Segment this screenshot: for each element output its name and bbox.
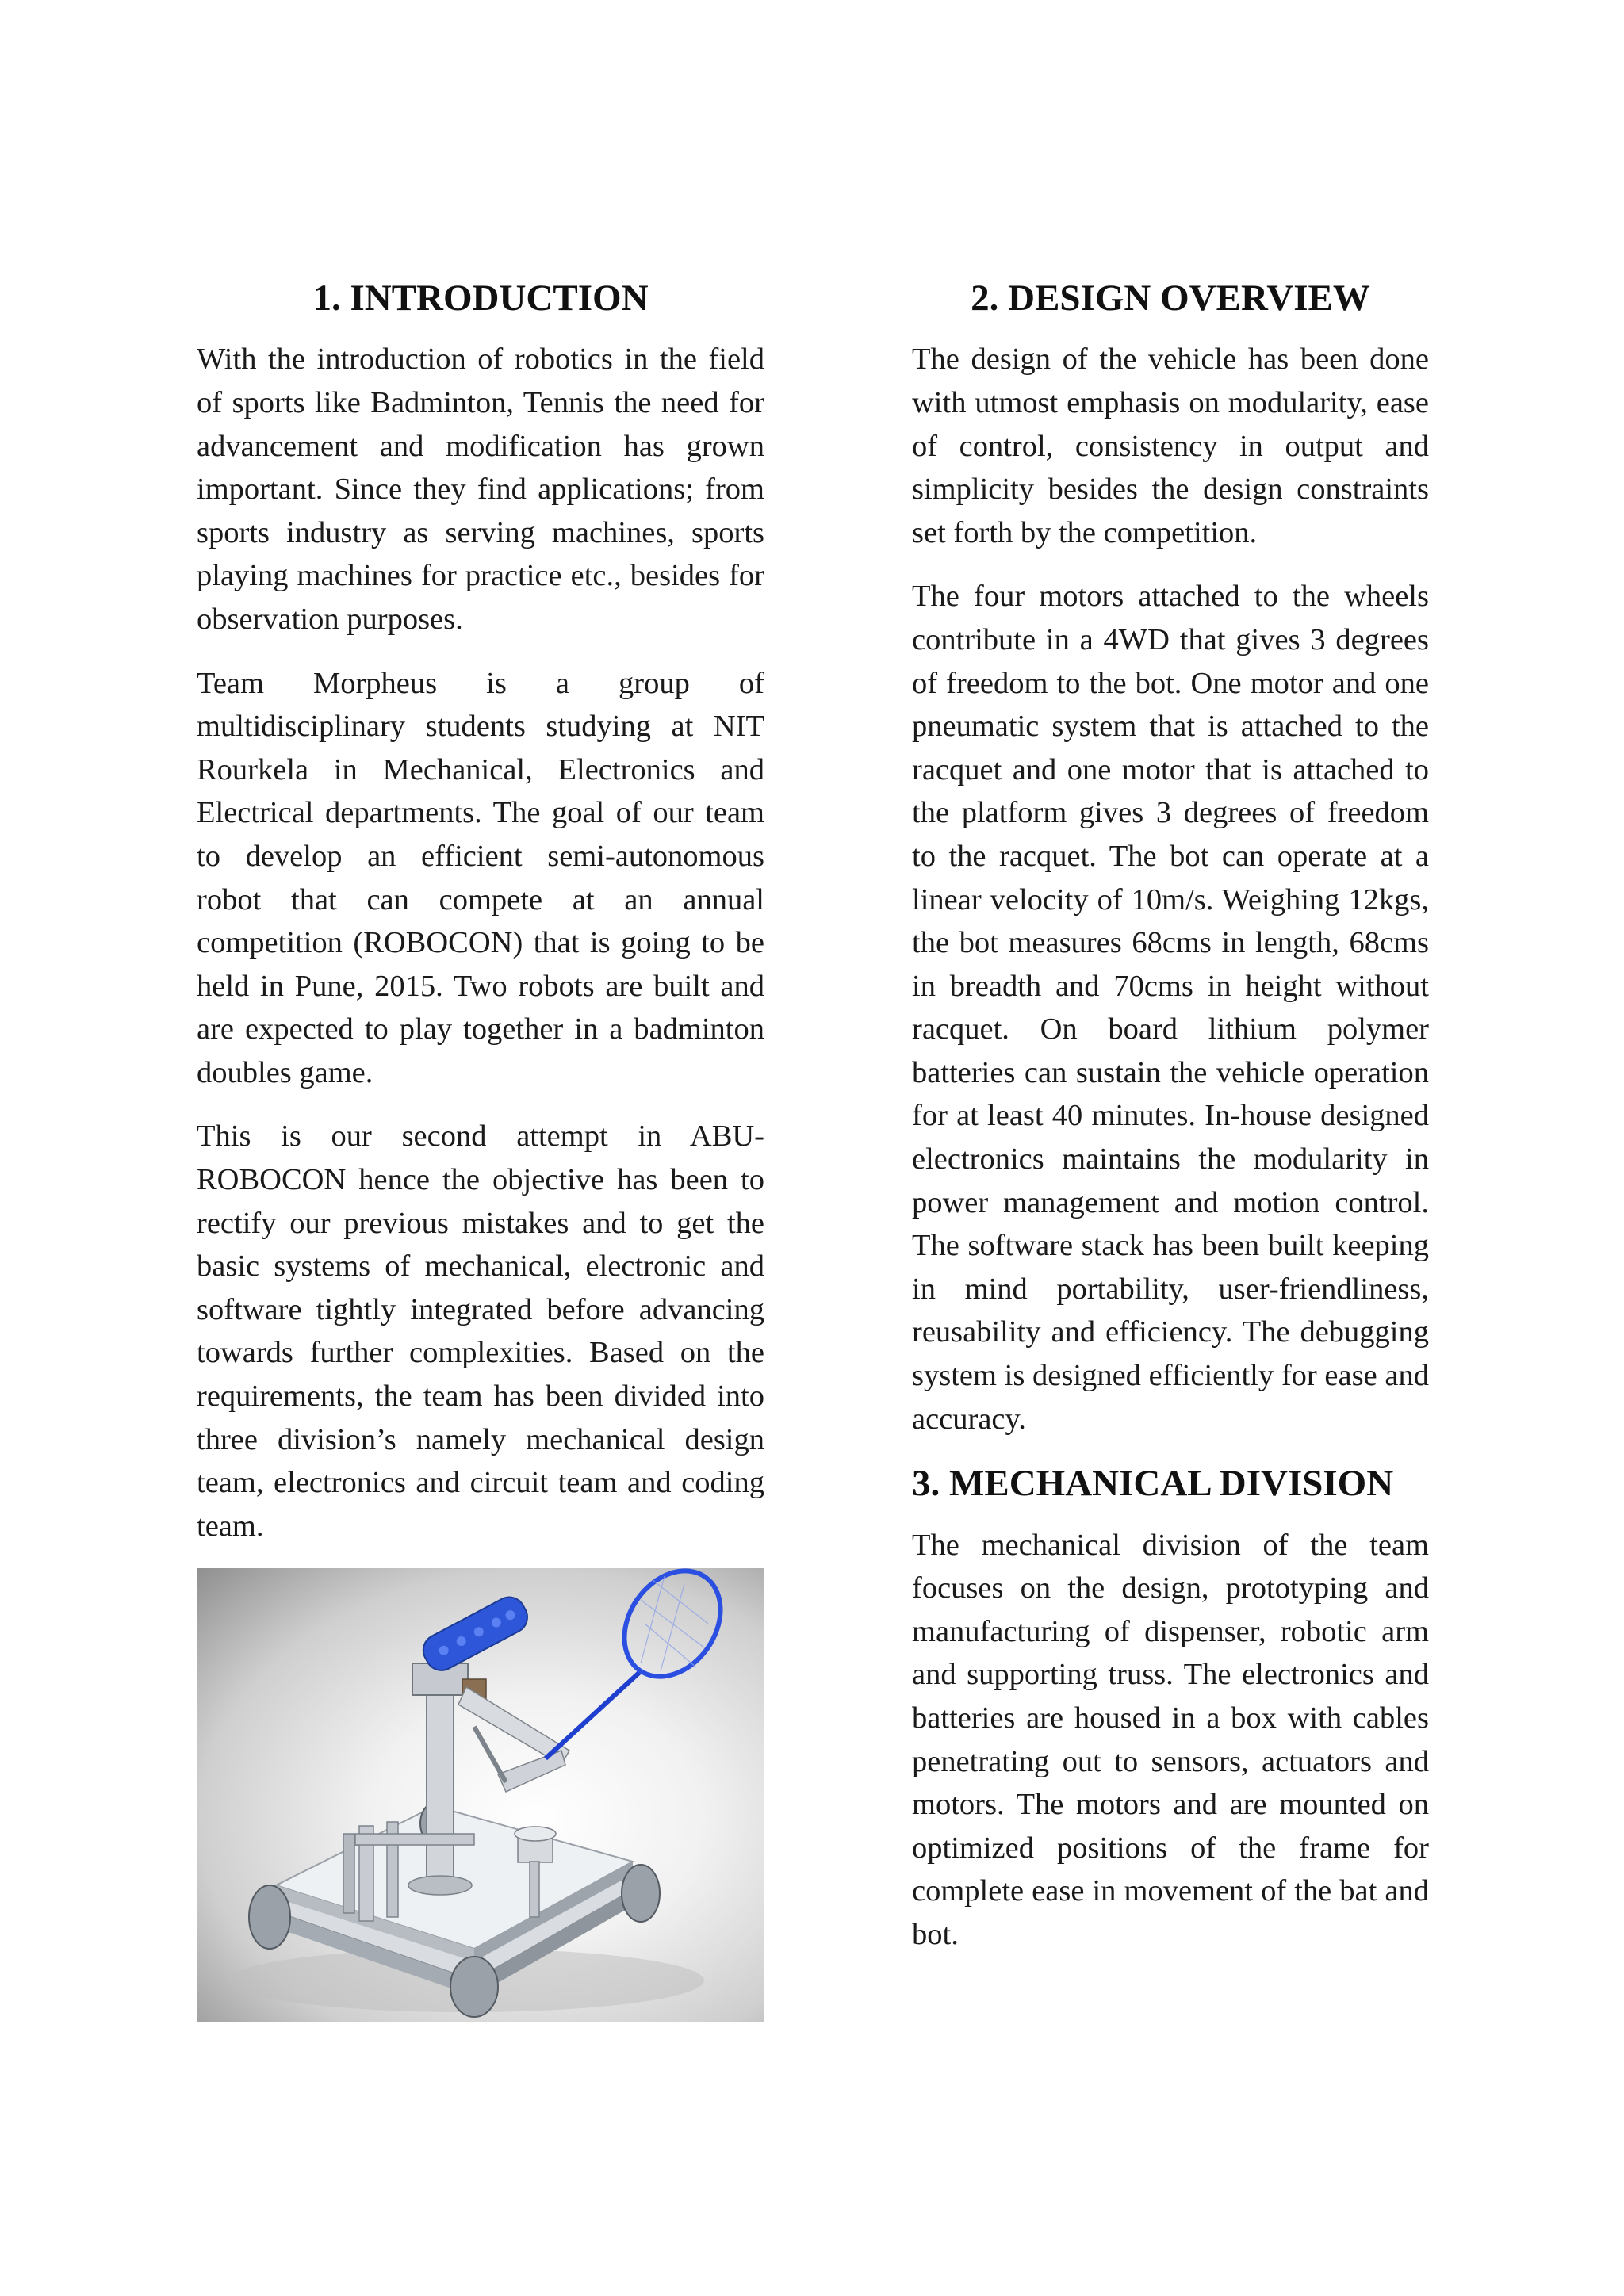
design-overview-heading: 2. DESIGN OVERVIEW (971, 277, 1370, 319)
mechanical-division-paragraph-1: The mechanical division of the team focuses on the design, prototyping and manufacturing of dispenser, robotic arm and supporting truss. The electronics and batteries are housed in a box with cables penetrating out to sensors, actuators and motors. The motors and are mounted on optimized positions of the frame for complete ease in movement of the bat and bot. (912, 1528, 1429, 1951)
introduction-paragraph-1: With the introduction of robotics in the field of sports like Badminton, Tennis the need for advancement and modification has grown important. Since they find applications; from sports industry as serving machines, sports playing machines for practice etc., besides for observation purposes. (197, 342, 764, 636)
introduction-paragraph-2: Team Morpheus is a group of multidisciplinary students studying at NIT Rourkela in Mechanical, Electronics and Electrical departments. The goal of our team to develop an efficient semi-autonomous robot that can compete at an annual competition (ROBOCON) that is going to be held in Pune, 2015. Two robots are built and are expected to play together in a badminton doubles game. (197, 666, 764, 1089)
design-overview-paragraph-2: The four motors attached to the wheels contribute in a 4WD that gives 3 degrees of freedom to the bot. One motor and one pneumatic system that is attached to the racquet and one motor that is attached to the platform gives 3 degrees of freedom to the racquet. The bot can operate at a linear velocity of 10m/s. Weighing 12kgs, the bot measures 68cms in length, 68cms in breadth and 70cms in height without racquet. On board lithium polymer batteries can sustain the vehicle operation for at least 40 minutes. In-house designed electronics maintains the modularity in power management and motion control. The software stack has been built keeping in mind portability, user-friendliness, reusability and efficiency. The debugging system is designed efficiently for ease and accuracy. (912, 580, 1429, 1436)
robot-render-figure (197, 1568, 764, 2022)
right-column (912, 276, 1429, 1977)
introduction-paragraph-3: This is our second attempt in ABU-ROBOCON hence the objective has been to rectify our previous mistakes and to get the basic systems of mechanical, electronic and software tightly integrated before advancing towards further complexities. Based on the requirements, the team has been divided into three division’s namely mechanical design team, electronics and circuit team and coding team. (197, 1119, 764, 1543)
robot-render-illustration (197, 1568, 764, 2022)
design-overview-paragraph-1: The design of the vehicle has been done with utmost emphasis on modularity, ease of control, consistency in output and simplicity besides the design constraints set forth by the competition. (912, 342, 1429, 549)
left-column (197, 276, 764, 2022)
mechanical-division-heading: 3. MECHANICAL DIVISION (912, 1463, 1394, 1505)
introduction-heading: 1. INTRODUCTION (312, 277, 649, 319)
